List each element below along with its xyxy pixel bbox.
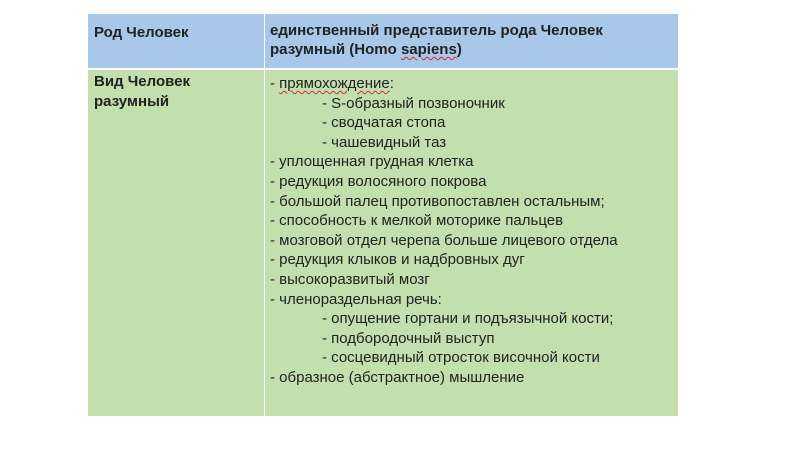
- list-item: - подбородочный выступ: [322, 329, 495, 347]
- column-divider: [264, 14, 265, 416]
- genus-description-text: единственный представитель рода Человек разумный (Homo: [270, 22, 603, 58]
- list-item: - опущение гортани и подъязычной кости;: [322, 310, 614, 328]
- list-item: - образное (абстрактное) мышление: [270, 368, 525, 386]
- list-item: - сосцевидный отросток височной кости: [322, 349, 600, 367]
- list-item: - редукция волосяного покрова: [270, 172, 487, 190]
- species-label: Вид Человек разумный: [94, 73, 190, 110]
- list-item-suffix: :: [389, 75, 394, 92]
- species-table: [88, 14, 678, 416]
- row-divider: [88, 68, 678, 70]
- list-item: - уплощенная грудная клетка: [270, 153, 474, 171]
- list-item: - большой палец противопоставлен остальным;: [270, 192, 605, 210]
- list-item: - S-образный позвоночник: [322, 94, 505, 112]
- genus-description: [270, 21, 675, 59]
- list-item: [270, 74, 675, 94]
- list-item: - высокоразвитый мозг: [270, 270, 430, 288]
- list-item: - мозговой отдел черепа больше лицевого отдела: [270, 231, 618, 249]
- genus-label: Род Человек: [94, 24, 189, 41]
- latin-name: sapiens: [400, 41, 457, 58]
- traits-list: [270, 74, 675, 388]
- list-item-word: прямохождение: [279, 75, 390, 92]
- list-item: - сводчатая стопа: [322, 114, 446, 132]
- list-item: - чашевидный таз: [322, 133, 447, 151]
- list-item-prefix: -: [270, 75, 280, 92]
- list-item: - членораздельная речь:: [270, 290, 442, 308]
- list-item: - способность к мелкой моторике пальцев: [270, 212, 564, 230]
- genus-description-end: ): [456, 41, 462, 58]
- list-item: - редукция клыков и надбровных дуг: [270, 251, 525, 269]
